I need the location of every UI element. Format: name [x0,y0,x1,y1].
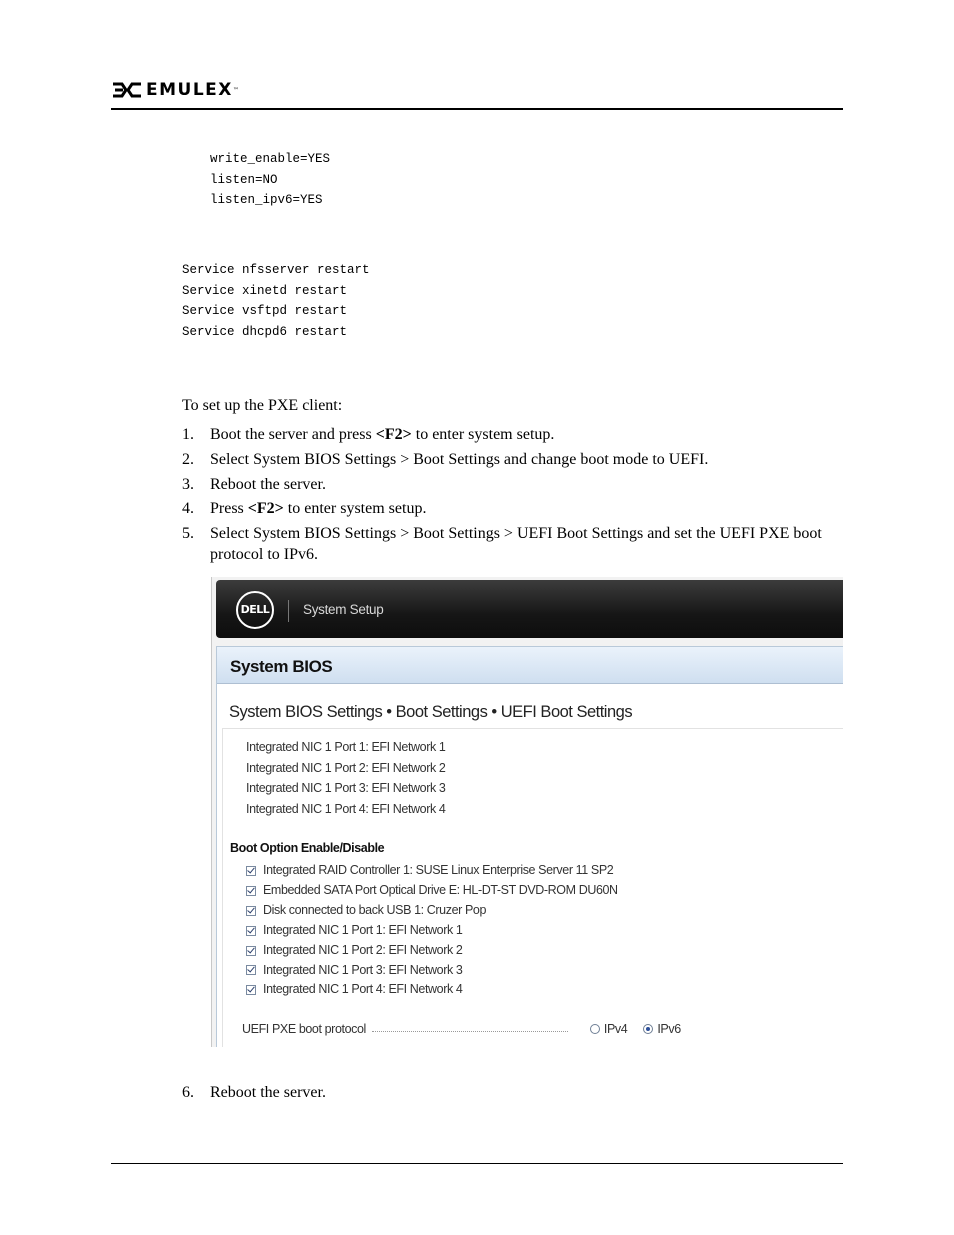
radio-unselected-icon[interactable] [590,1024,600,1034]
boot-sequence-item[interactable]: Integrated NIC 1 Port 4: EFI Network 4 [246,802,446,817]
step-text: to enter system setup. [411,426,555,443]
boot-option-item[interactable] [246,980,618,1000]
boot-sequence-list [246,737,445,820]
step-number: 1. [182,426,194,443]
radio-ipv4[interactable] [590,1022,627,1036]
boot-option-item[interactable] [246,901,618,921]
step-item [182,449,842,470]
service-restart-code-block: Service nfsserver restart Service xinetd restart Service vsftpd restart Service dhcpd6 restart [182,263,370,339]
topbar-title: System Setup [303,602,384,617]
breadcrumb: System BIOS Settings • Boot Settings • UEFI Boot Settings [229,703,633,721]
step-text: Press [210,500,248,518]
boot-option-label: Integrated NIC 1 Port 3: EFI Network 3 [263,962,463,977]
step-number: 6. [182,1084,194,1101]
bios-panel [216,646,843,1047]
emulex-mark-icon [112,82,142,98]
step-text: Reboot the server. [210,475,326,493]
bios-screenshot [211,577,843,1047]
step-number: 2. [182,450,194,468]
radio-selected-icon[interactable] [643,1024,653,1034]
pxe-protocol-row [242,1022,702,1036]
boot-option-label: Integrated NIC 1 Port 4: EFI Network 4 [263,982,463,997]
boot-option-item[interactable] [246,941,618,961]
header-rule [111,108,843,110]
logo-text: EMULEX [146,80,233,100]
boot-option-label: Disk connected to back USB 1: Cruzer Pop [263,902,487,917]
step-text: Select System BIOS Settings > Boot Settings > UEFI Boot Settings and set the UEFI PXE boot protocol to IPv6. [210,525,822,564]
key-label: <F2> [247,500,284,518]
boot-option-label: Integrated NIC 1 Port 1: EFI Network 1 [263,922,463,937]
config-code-block: write_enable=YES listen=NO listen_ipv6=YES [210,152,331,207]
boot-option-label: Integrated NIC 1 Port 2: EFI Network 2 [263,942,463,957]
boot-option-item[interactable] [246,921,618,941]
bios-topbar [216,580,843,638]
key-label: <F2> [375,426,412,443]
checkbox-checked-icon[interactable] [246,965,256,975]
radio-label: IPv6 [657,1022,681,1036]
checkbox-checked-icon[interactable] [246,886,256,896]
boot-option-item[interactable] [246,881,618,901]
boot-option-item[interactable] [246,861,618,881]
boot-option-label: Embedded SATA Port Optical Drive E: HL-DT-ST DVD-ROM DU60N [263,882,618,897]
step-item [182,424,842,445]
topbar-divider [288,600,289,622]
panel-title: System BIOS [230,657,333,676]
step-text: to enter system setup. [283,500,427,518]
dell-logo-icon: DELL [236,591,274,629]
steps-list [182,424,842,569]
step-text: Boot the server and press [210,426,376,443]
checkbox-checked-icon[interactable] [246,985,256,995]
step-item [182,1083,326,1103]
footer-rule [111,1163,843,1164]
step-number: 5. [182,525,194,543]
boot-option-item[interactable] [246,961,618,981]
boot-sequence-item[interactable]: Integrated NIC 1 Port 1: EFI Network 1 [246,740,446,754]
checkbox-checked-icon[interactable] [246,866,256,876]
pxe-protocol-label: UEFI PXE boot protocol [242,1022,366,1036]
boot-option-list [246,861,618,1000]
step-item [182,474,842,495]
boot-sequence-item[interactable]: Integrated NIC 1 Port 2: EFI Network 2 [246,760,446,775]
step-item [182,498,842,519]
dotted-leader [372,1031,568,1032]
pxe-intro-text: To set up the PXE client: [182,397,343,414]
step-number: 3. [182,475,194,493]
radio-ipv6[interactable] [643,1022,680,1036]
boot-option-section-label: Boot Option Enable/Disable [230,841,385,855]
logo-trademark: ™ [232,86,239,94]
step-number: 4. [182,500,194,518]
step-text: Reboot the server. [210,1084,326,1101]
step-item [182,523,842,565]
emulex-logo [112,80,239,100]
radio-label: IPv4 [603,1022,628,1036]
checkbox-checked-icon[interactable] [246,946,256,956]
checkbox-checked-icon[interactable] [246,926,256,936]
step-text: Select System BIOS Settings > Boot Settings and change boot mode to UEFI. [210,450,709,468]
boot-option-label: Integrated RAID Controller 1: SUSE Linux Enterprise Server 11 SP2 [263,863,614,877]
boot-sequence-item[interactable]: Integrated NIC 1 Port 3: EFI Network 3 [246,781,446,796]
panel-header [217,647,843,684]
checkbox-checked-icon[interactable] [246,906,256,916]
